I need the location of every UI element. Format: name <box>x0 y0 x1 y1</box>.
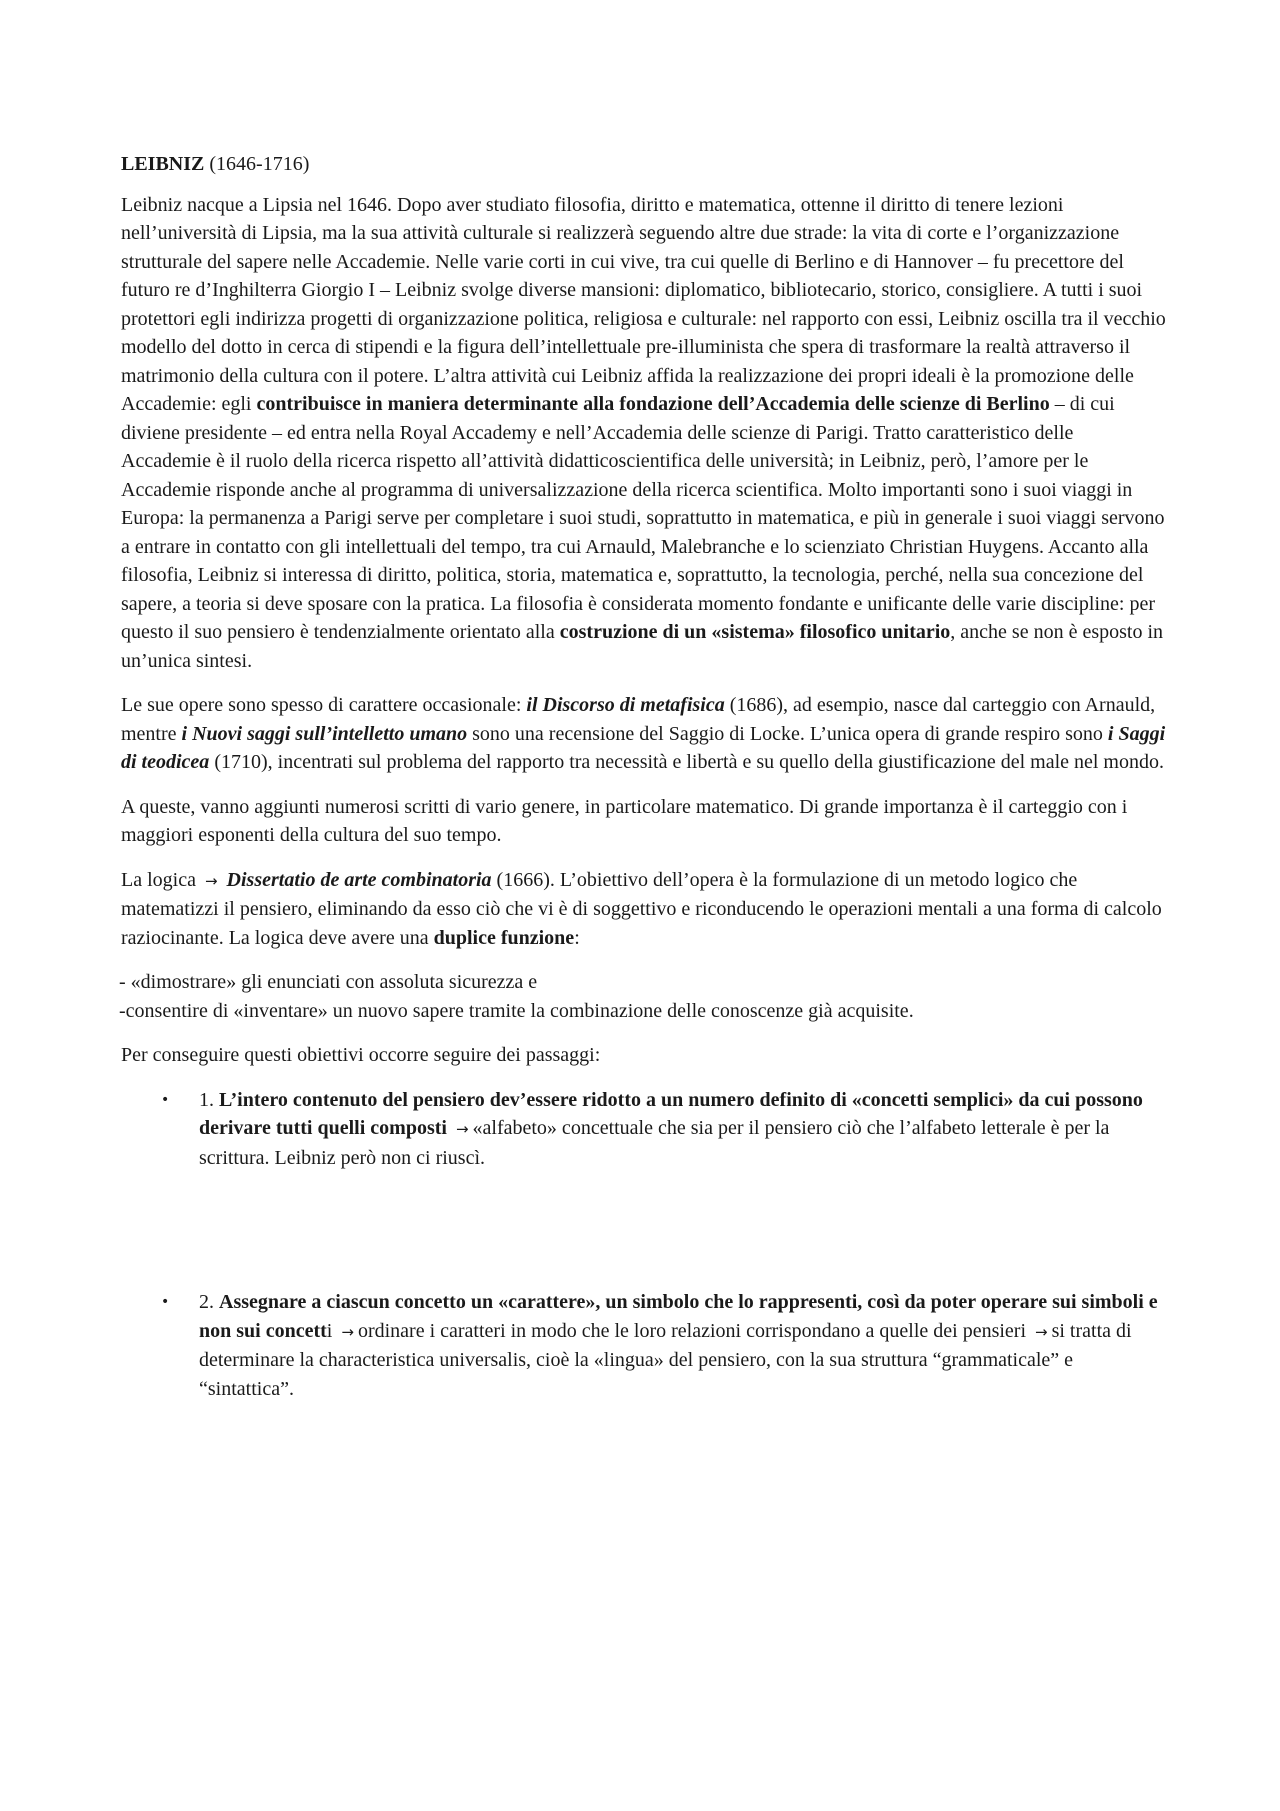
bio-bold-system: costruzione di un «sistema» filosofico unitario <box>559 621 951 643</box>
bio-bold-academy: contribuisce in maniera determinante alla fondazione dell’Accademia delle scienze di Berlino <box>256 393 1050 415</box>
step-text-1: i <box>326 1319 333 1342</box>
function-item-1: - «dimostrare» gli enunciati con assoluta sicurezza e <box>119 971 538 993</box>
works-paragraph <box>121 691 1166 777</box>
writings-paragraph: A queste, vanno aggiunti numerosi scritti di vario genere, in particolare matematico. Di grande importanza è il carteggio con i maggiori esponenti della cultura del suo tempo. <box>121 795 1128 846</box>
bio-text-3: , anche se non è esposto in un’unica sintesi. <box>121 621 1164 672</box>
work-title-dissertatio: Dissertatio de arte combinatoria <box>226 868 492 891</box>
function-item-2: -consentire di «inventare» un nuovo sapere tramite la combinazione delle conoscenze già acquisite. <box>119 999 914 1022</box>
bio-text-1: Leibniz nacque a Lipsia nel 1646. Dopo aver studiato filosofia, diritto e matematica, ottenne il diritto di tenere lezioni nell’università di Lipsia, ma la sua attività culturale si realizzerà seguendo altre due strade: la vita di corte e l’organizzazione strutturale del sapere nelle Accademie. Nelle varie corti in cui vive, tra cui quelle di Berlino e di Hannover – fu precettore del futuro re d’Inghilterra Giorgio I – Leibniz svolge diverse mansioni: diplomatico, bibliotecario, storico, consigliere. A tutti i suoi protettori egli indirizza progetti di organizzazione politica, religiosa e culturale: nel rapporto con essi, Leibniz oscilla tra il vecchio modello del dotto in cerca di stipendi e la figura dell’intellettuale pre-illuminista che spera di trasformare la realtà attraverso il matrimonio della cultura con il potere. L’altra attività cui Leibniz affida la realizzazione dei propri ideali è la promozione delle Accademie: egli <box>121 193 1166 415</box>
works-text-3: sono una recensione del Saggio di Locke. L’unica opera di grande respiro sono <box>467 722 1108 745</box>
work-title-discorso: il Discorso di metafisica <box>526 694 725 716</box>
bio-text-2: – di cui diviene presidente – ed entra nella Royal Accademy e nell’Accademia delle scienze di Parigi. Tratto caratteristico delle Accademie è il ruolo della ricerca rispetto all’attività didatticoscientifica delle università; in Leibniz, però, l’amore per le Accademie risponde anche al programma di universalizzazione della ricerca scientifica. Molto importanti sono i suoi viaggi in Europa: la permanenza a Parigi serve per completare i suoi studi, soprattutto in matematica, e più in generale i suoi viaggi servono a entrare in contatto con gli intellettuali del tempo, tra cui Arnauld, Malebranche e lo scienziato Christian Huygens. Accanto alla filosofia, Leibniz si interessa di diritto, politica, storia, matematica e, soprattutto, la tecnologia, perché, nella sua concezione del sapere, a teoria si deve sposare con la pratica. La filosofia è considerata momento fondante e unificante delle varie discipline: per questo il suo pensiero è tendenzialmente orientato alla <box>121 393 1165 643</box>
step-text-2: ordinare i caratteri in modo che le loro relazioni corrispondano a quelle dei pensieri <box>357 1319 1027 1342</box>
title-dates: (1646-1716) <box>209 153 310 175</box>
step-number: 1. <box>199 1088 219 1111</box>
title-name: LEIBNIZ <box>121 153 205 175</box>
works-text-4: (1710), incentrati sul problema del rapporto tra necessità e libertà e su quello della giustificazione del male nel mondo. <box>209 751 1164 773</box>
step-text-3: si tratta di determinare la characteristica universalis, cioè la «lingua» del pensiero, con la sua struttura “grammaticale” e “sintattica”. <box>199 1319 1132 1400</box>
arrow-icon: → <box>341 1322 354 1341</box>
logic-text-3: : <box>574 926 580 949</box>
functions-list <box>119 968 1166 1025</box>
step-item-2 <box>121 1288 1166 1403</box>
step-number: 2. <box>199 1291 219 1313</box>
logic-text-2: (1666). L’obiettivo dell’opera è la formulazione di un metodo logico che matematizzi il pensiero, eliminando da esso ciò che vi è di soggettivo e riconducendo le operazioni mentali a una forma di calcolo raziocinante. La logica deve avere una <box>121 868 1162 949</box>
steps-intro: Per conseguire questi obiettivi occorre seguire dei passaggi: <box>121 1044 601 1066</box>
works-text-1: Le sue opere sono spesso di carattere occasionale: <box>121 694 527 716</box>
arrow-icon: → <box>455 1120 469 1138</box>
arrow-icon: → <box>204 871 218 890</box>
step-bold-text: Assegnare a ciascun concetto un «carattere», un simbolo che lo rappresenti, così da poter operare sui simboli e non sui concett <box>199 1291 1158 1342</box>
bullet-icon: • <box>161 1294 170 1310</box>
works-text-2: (1686), ad esempio, nasce dal carteggio con Arnauld, mentre <box>121 694 1156 745</box>
arrow-icon: → <box>1035 1322 1048 1341</box>
biography-paragraph <box>121 191 1166 676</box>
work-title-nuovi-saggi: i Nuovi saggi sull’intelletto umano <box>181 722 468 745</box>
step-text: «alfabeto» concettuale che sia per il pensiero ciò che l’alfabeto letterale è per la scrittura. Leibniz però non ci riuscì. <box>199 1117 1110 1169</box>
blank-space <box>121 1188 1166 1288</box>
logic-bold-function: duplice funzione <box>433 926 575 949</box>
document-title <box>121 150 1166 179</box>
step-bold-text: L’intero contenuto del pensiero dev’essere ridotto a un numero definito di «concetti semplici» da cui possono derivare tutti quelli composti <box>199 1088 1143 1139</box>
logic-text-1: La logica <box>121 868 201 891</box>
work-title-teodicea: i Saggi di teodicea <box>121 722 1166 773</box>
bullet-icon: • <box>161 1091 170 1108</box>
document-page <box>121 150 1166 1419</box>
logic-paragraph <box>121 866 1166 953</box>
step-item-1 <box>121 1086 1166 1173</box>
